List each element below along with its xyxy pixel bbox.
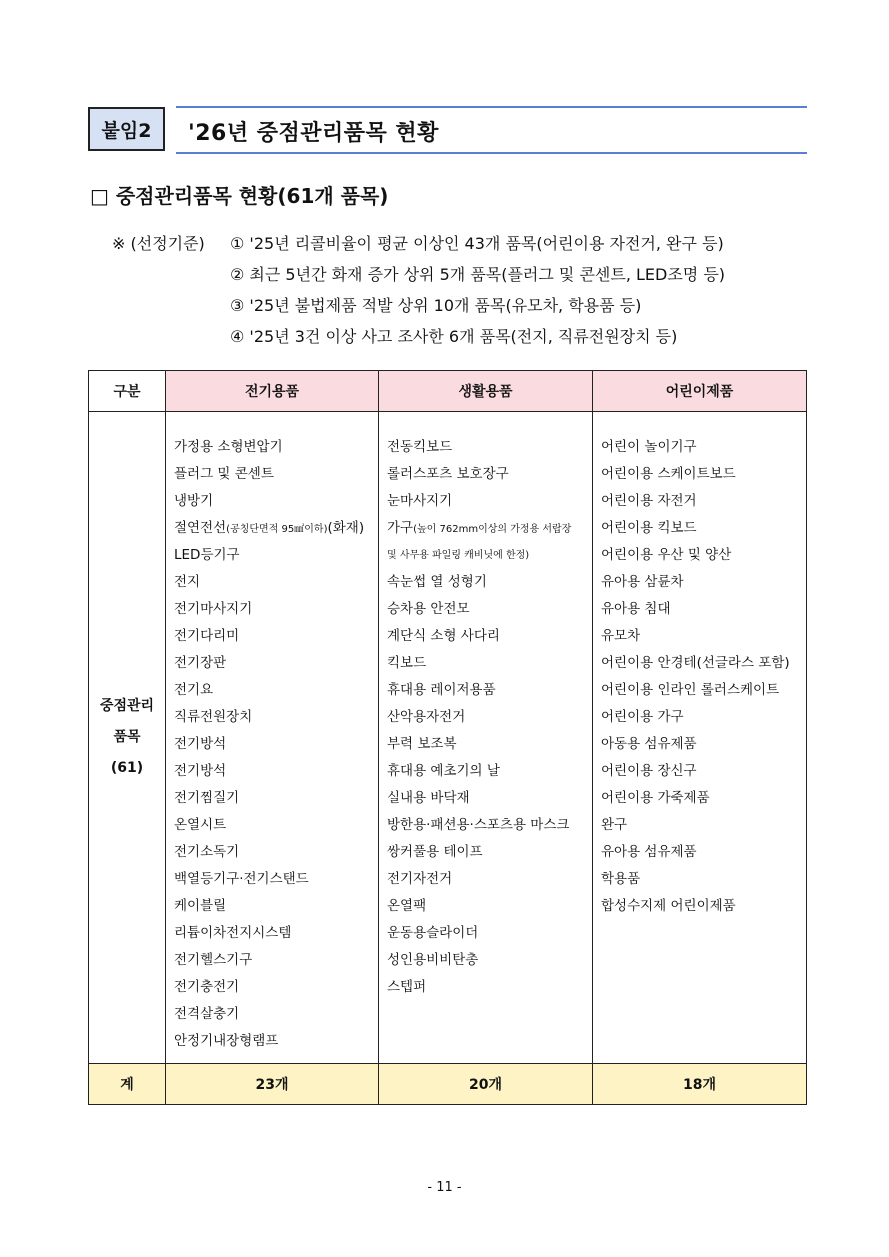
list-item: 어린이용 우산 및 양산 bbox=[601, 547, 732, 563]
list-item: 가정용 소형변압기 bbox=[174, 439, 283, 455]
list-item: 직류전원장치 bbox=[174, 709, 253, 725]
list-item: 온열시트 bbox=[174, 817, 227, 833]
attachment-tag: 붙임2 bbox=[88, 107, 165, 151]
header-electrical: 전기용품 bbox=[166, 371, 379, 412]
header-living: 생활용품 bbox=[379, 371, 593, 412]
list-item: 플러그 및 콘센트 bbox=[174, 466, 274, 482]
list-item: 성인용비비탄총 bbox=[387, 952, 479, 968]
list-item: 부력 보조복 bbox=[387, 736, 457, 752]
page-title: '26년 중점관리품목 현황 bbox=[188, 121, 439, 146]
list-item: 어린이용 장신구 bbox=[601, 763, 697, 779]
list-item: 유모차 bbox=[601, 628, 641, 644]
list-item: 전기충전기 bbox=[174, 979, 240, 995]
list-item: 전기찜질기 bbox=[174, 790, 240, 806]
list-item: 어린이용 킥보드 bbox=[601, 520, 697, 536]
list-item: 합성수지제 어린이제품 bbox=[601, 898, 736, 914]
list-item: 전기다리미 bbox=[174, 628, 240, 644]
list-item: 전기헬스기구 bbox=[174, 952, 253, 968]
list-item: 전기마사지기 bbox=[174, 601, 253, 617]
list-item: 속눈썹 열 성형기 bbox=[387, 574, 487, 590]
total-children: 18개 bbox=[593, 1064, 807, 1105]
list-item: 어린이 놀이기구 bbox=[601, 439, 697, 455]
living-items bbox=[379, 412, 593, 1064]
list-item: 유아용 섬유제품 bbox=[601, 844, 697, 860]
row-label-line: 중점관리 bbox=[99, 698, 155, 714]
row-label bbox=[89, 412, 166, 1064]
list-item: 온열팩 bbox=[387, 898, 427, 914]
list-item: 케이블릴 bbox=[174, 898, 227, 914]
list-item: 어린이용 안경테(선글라스 포함) bbox=[601, 655, 790, 671]
electrical-items bbox=[166, 412, 379, 1064]
list-item: 학용품 bbox=[601, 871, 641, 887]
header-children: 어린이제품 bbox=[593, 371, 807, 412]
list-item-note: 및 사무용 파일링 캐비닛에 한정) bbox=[387, 550, 530, 561]
criteria-label: ※ (선정기준) bbox=[112, 234, 205, 253]
row-label-line: (61) bbox=[110, 760, 144, 776]
list-item: 백열등기구·전기스탠드 bbox=[174, 871, 309, 887]
list-item: 어린이용 인라인 롤러스케이트 bbox=[601, 682, 780, 698]
list-item: 안정기내장형램프 bbox=[174, 1033, 279, 1049]
criteria-item: ④ '25년 3건 이상 사고 조사한 6개 품목(전지, 직류전원장치 등) bbox=[230, 327, 678, 346]
criteria-item: ③ '25년 불법제품 적발 상위 10개 품목(유모차, 학용품 등) bbox=[230, 296, 642, 315]
list-item: 승차용 안전모 bbox=[387, 601, 470, 617]
total-electrical: 23개 bbox=[166, 1064, 379, 1105]
list-item: 전기요 bbox=[174, 682, 214, 698]
list-item: 유아용 침대 bbox=[601, 601, 671, 617]
total-row bbox=[89, 1064, 807, 1105]
list-item: 킥보드 bbox=[387, 655, 427, 671]
section-heading: □ 중점관리품목 현황(61개 품목) bbox=[90, 184, 389, 208]
list-item: 전기자전거 bbox=[387, 871, 453, 887]
list-item: 계단식 소형 사다리 bbox=[387, 628, 500, 644]
list-item: 전기방석 bbox=[174, 763, 227, 779]
list-item: 방한용·패션용·스포츠용 마스크 bbox=[387, 817, 570, 833]
list-item: 리튬이차전지시스템 bbox=[174, 925, 292, 941]
table-header-row bbox=[89, 371, 807, 412]
total-label: 계 bbox=[89, 1064, 166, 1105]
list-item: 아동용 섬유제품 bbox=[601, 736, 697, 752]
list-item: 완구 bbox=[601, 817, 628, 833]
list-item: 전기장판 bbox=[174, 655, 227, 671]
list-item: 냉방기 bbox=[174, 493, 214, 509]
list-item: 전지 bbox=[174, 574, 201, 590]
list-item: 휴대용 레이저용품 bbox=[387, 682, 496, 698]
list-item: 산악용자전거 bbox=[387, 709, 466, 725]
list-item: 전격살충기 bbox=[174, 1006, 240, 1022]
table-row bbox=[89, 412, 807, 1064]
managed-items-table bbox=[88, 370, 807, 1105]
title-box bbox=[176, 106, 807, 154]
page-header bbox=[88, 106, 807, 154]
list-item: 휴대용 예초기의 날 bbox=[387, 763, 500, 779]
header-category: 구분 bbox=[89, 371, 166, 412]
row-label-line: 품목 bbox=[113, 729, 141, 745]
list-item: 롤러스포츠 보호장구 bbox=[387, 466, 509, 482]
list-item: LED등기구 bbox=[174, 547, 240, 563]
list-item: 운동용슬라이더 bbox=[387, 925, 479, 941]
list-item: 절연전선(공칭단면적 95㎟이하)(화재) bbox=[174, 520, 365, 536]
criteria-item: ① '25년 리콜비율이 평균 이상인 43개 품목(어린이용 자전거, 완구 등) bbox=[230, 234, 724, 253]
list-item: 어린이용 자전거 bbox=[601, 493, 697, 509]
list-item: 어린이용 가구 bbox=[601, 709, 684, 725]
list-item: 쌍커풀용 테이프 bbox=[387, 844, 483, 860]
selection-criteria bbox=[112, 228, 725, 352]
list-item: 어린이용 스케이트보드 bbox=[601, 466, 736, 482]
list-item: 스텝퍼 bbox=[387, 979, 427, 995]
page-number: - 11 - bbox=[427, 1180, 462, 1195]
list-item: 유아용 삼륜차 bbox=[601, 574, 684, 590]
list-item: 눈마사지기 bbox=[387, 493, 453, 509]
list-item: 전기소독기 bbox=[174, 844, 240, 860]
list-item: 전동킥보드 bbox=[387, 439, 453, 455]
total-living: 20개 bbox=[379, 1064, 593, 1105]
list-item: 어린이용 가죽제품 bbox=[601, 790, 710, 806]
children-items bbox=[593, 412, 807, 1064]
list-item: 가구(높이 762mm이상의 가정용 서랍장 bbox=[387, 520, 572, 536]
list-item: 전기방석 bbox=[174, 736, 227, 752]
criteria-item: ② 최근 5년간 화재 증가 상위 5개 품목(플러그 및 콘센트, LED조명 등) bbox=[230, 265, 726, 284]
list-item: 실내용 바닥재 bbox=[387, 790, 470, 806]
